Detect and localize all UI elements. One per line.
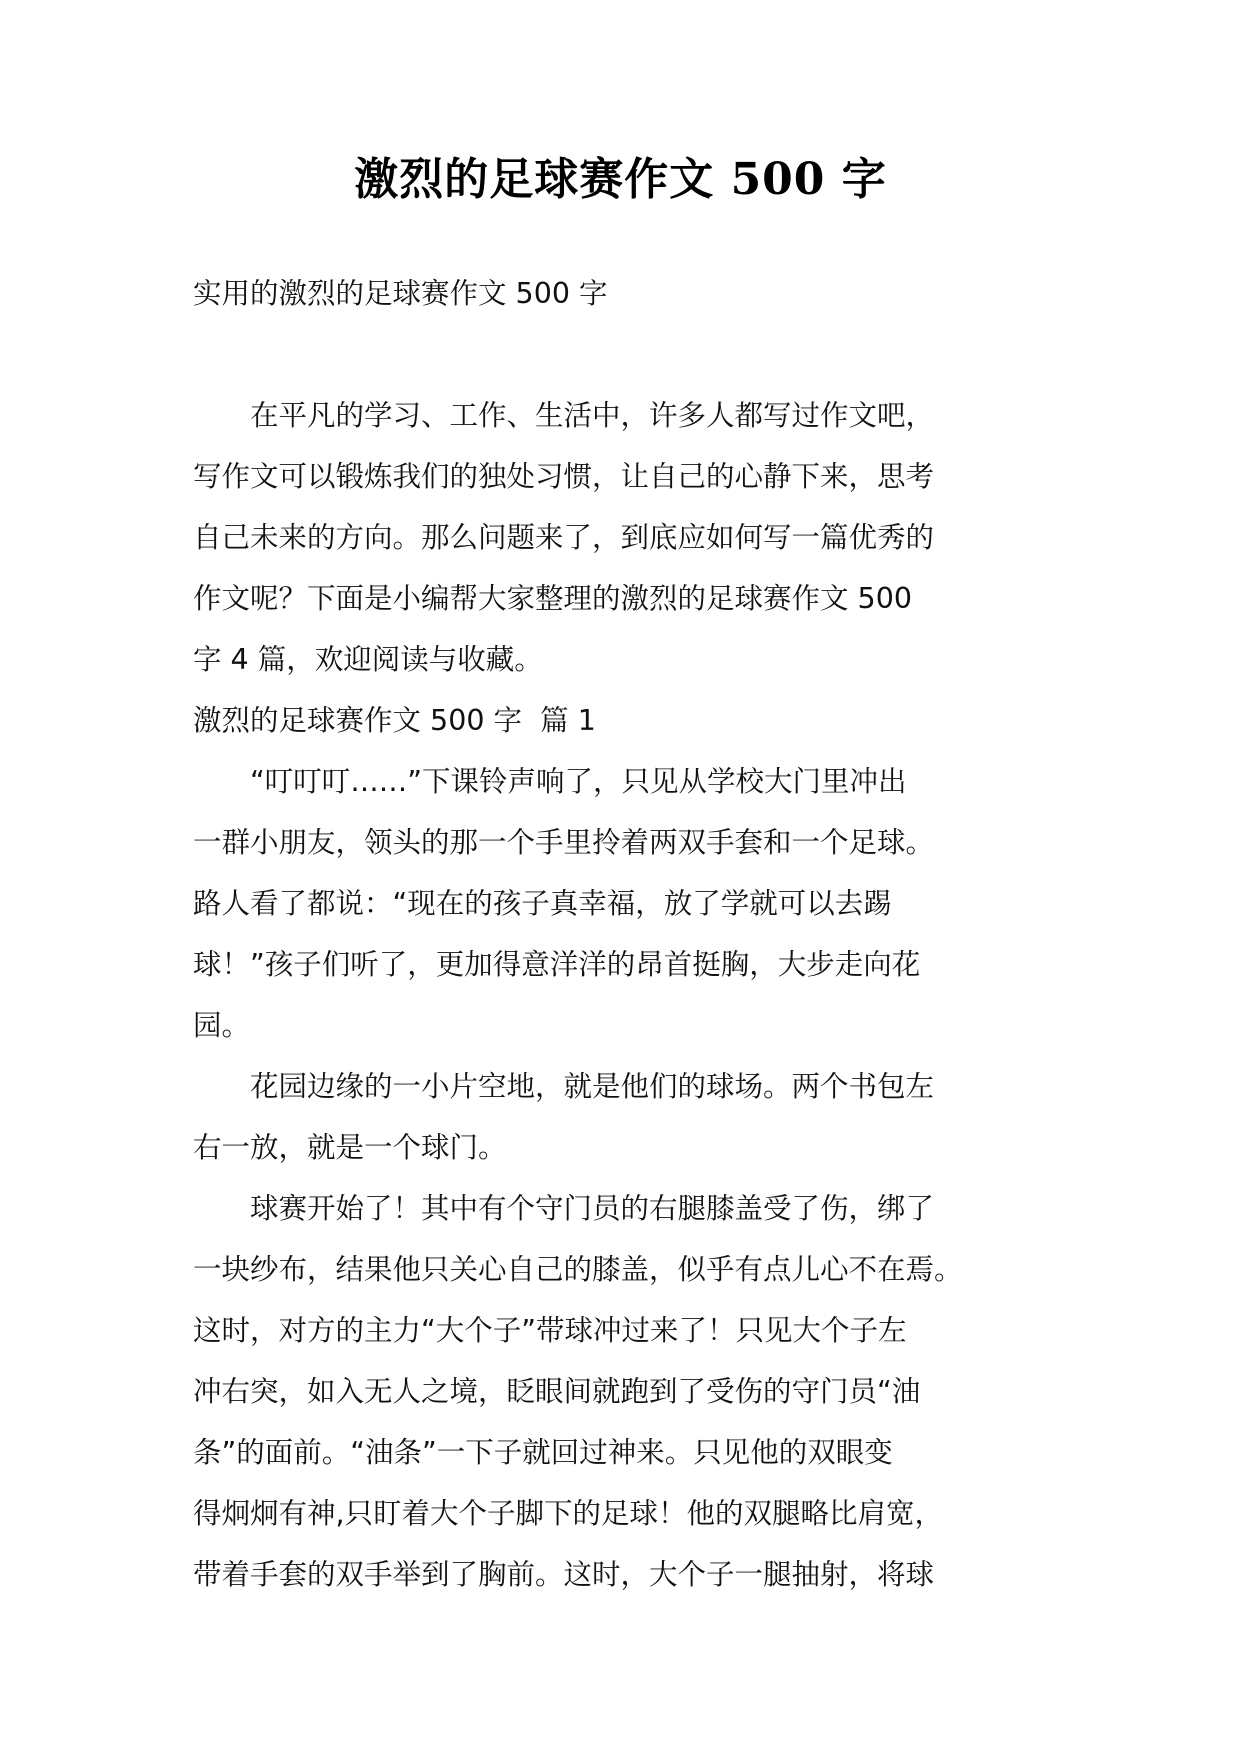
paragraph-2 <box>193 1056 1063 1178</box>
paragraph-line: 球！”孩子们听了，更加得意洋洋的昂首挺胸，大步走向花 <box>193 948 921 981</box>
paragraph-line: 园。 <box>193 1009 251 1042</box>
intro-line: 写作文可以锻炼我们的独处习惯，让自己的心静下来，思考 <box>193 460 935 493</box>
paragraph-line: 路人看了都说：“现在的孩子真幸福，放了学就可以去踢 <box>193 887 892 920</box>
paragraph-line: 这时，对方的主力“大个子”带球冲过来了！只见大个子左 <box>193 1314 907 1347</box>
section-heading: 激烈的足球赛作文 500 字 篇 1 <box>193 704 596 737</box>
paragraph-line: 球赛开始了！其中有个守门员的右腿膝盖受了伤，绑了 <box>193 1192 935 1225</box>
paragraph-1 <box>193 751 1063 1056</box>
document-title: 激烈的足球赛作文 500 字 <box>354 154 887 205</box>
paragraph-line: “叮叮叮……”下课铃声响了，只见从学校大门里冲出 <box>193 765 907 798</box>
intro-line: 自己未来的方向。那么问题来了，到底应如何写一篇优秀的 <box>193 521 935 554</box>
paragraph-3 <box>193 1178 1063 1605</box>
intro-line: 在平凡的学习、工作、生活中，许多人都写过作文吧， <box>193 399 935 432</box>
intro-line: 字 4 篇，欢迎阅读与收藏。 <box>193 643 543 676</box>
paragraph-line: 得炯炯有神,只盯着大个子脚下的足球！他的双腿略比肩宽， <box>193 1497 944 1530</box>
paragraph-line: 一群小朋友，领头的那一个手里拎着两双手套和一个足球。 <box>193 826 935 859</box>
paragraph-line: 一块纱布，结果他只关心自己的膝盖，似乎有点儿心不在焉。 <box>193 1253 963 1286</box>
paragraph-line: 带着手套的双手举到了胸前。这时，大个子一腿抽射，将球 <box>193 1558 935 1591</box>
intro-line: 作文呢？下面是小编帮大家整理的激烈的足球赛作文 500 <box>193 582 912 615</box>
paragraph-line: 冲右突，如入无人之境，眨眼间就跑到了受伤的守门员“油 <box>193 1375 921 1408</box>
document-subtitle: 实用的激烈的足球赛作文 500 字 <box>193 277 608 310</box>
paragraph-line: 花园边缘的一小片空地，就是他们的球场。两个书包左 <box>193 1070 935 1103</box>
paragraph-line: 条”的面前。“油条”一下子就回过神来。只见他的双眼变 <box>193 1436 893 1469</box>
intro-paragraph <box>193 385 1063 690</box>
document-body <box>193 263 1063 1605</box>
paragraph-line: 右一放，就是一个球门。 <box>193 1131 507 1164</box>
